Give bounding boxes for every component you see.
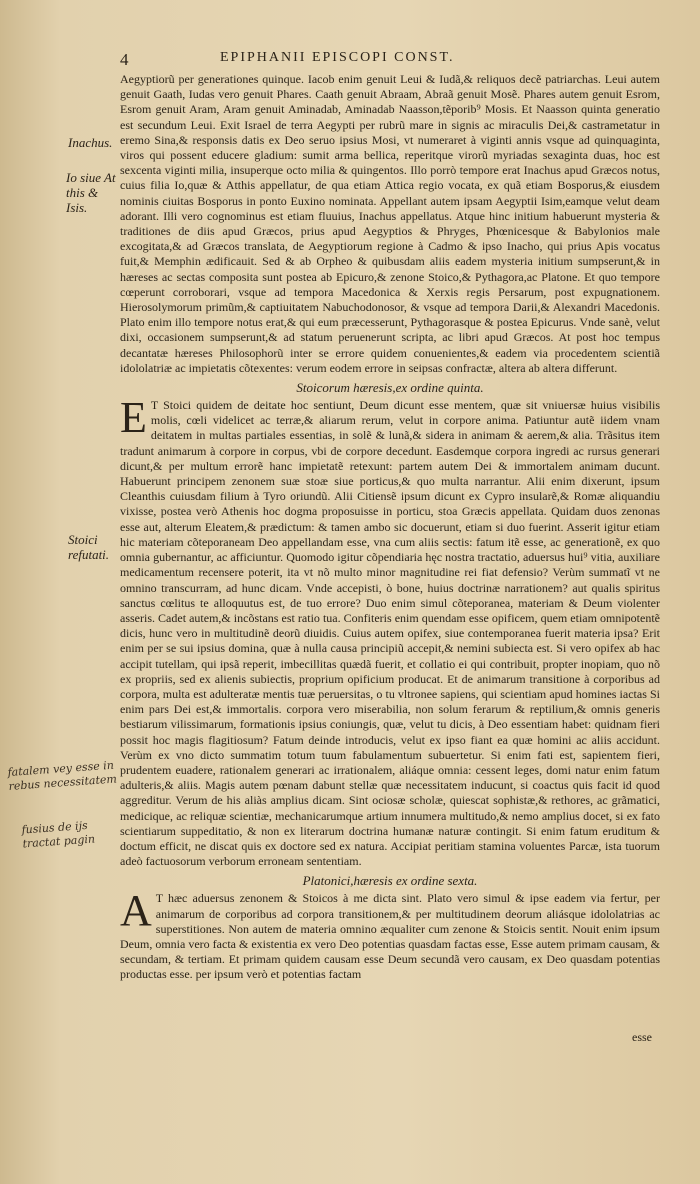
margin-note-stoici: Stoici refutati.: [68, 532, 110, 562]
section-heading-platonists: Platonici,hæresis ex ordine sexta.: [302, 873, 478, 889]
paragraph-platonists-text: T hæc aduersus zenonem & Stoicos à me dicta sint. Plato vero simul & ipse eadem via fertur, per animarum de corporibus ad corpora transitionem,& per multitudinem deorum aliásque idololatrias ac superstitiones. Non autem de materia omnino æqualiter cum zenone & Stoicis sentit. Nouit enim ipsum Deum, omnia vero facta & existentia ex vero Deo potentias quasdam factas esse, Esse autem primam causam, & secundam, & tertiam. Et primam quidem causam esse Deum secundã vero causam, ex Deo quasdam potentias productas esse. per ipsum verò et potentias factam: [120, 891, 660, 982]
running-title: EPIPHANII EPISCOPI CONST.: [220, 50, 455, 65]
section-heading-stoics: Stoicorum hæresis,ex ordine quinta.: [296, 380, 484, 396]
drop-cap-a: A: [120, 886, 152, 936]
paragraph-genealogy: Aegyptiorũ per generationes quinque. Iacob enim genuit Leui & Iudã,& reliquos decẽ patriarchas. Leui autem genuit Gaath, Iudas vero genuit Phares. Caath genuit Abraam, Abraã genuit Mosẽ. Phares autem genuit Esrom, Esrom genuit Aram, Aram genuit Aminadab, Aminadab Naasson,tẽporib⁹ Mosis. Et Naasson quinta generatio est secundum Leui. Exit Israel de terra Aegypti per rubrũ mare in signis ac miraculis Dei,& castrametatur in eremo Sina,& responsis datis ex Deo seruo ipsius Mosi, vt numeraret à viginti annis vsque ad quinquaginta, viros qui possent educere gladium: sumit arma bellica, reperitque virorũ myriadas sexaginta duas, hoc est sexcenta viginti milia, insuperque octo milia & quingentos. Illo porrò tempore erat Inachus apud Græcos notus, cuius filia Io,quæ & Atthis appellatur, de qua etiam Attica regio vocata, ex quã etiam Bosporus,& eiusdem nominis ciuitas Bosporus in ponto Euxino nominata. Appellant autem ipsam Aegyptii Isim,eamque velut deam adorant. Illi vero cognominus est etiam fluuius, Inachus appellatus. Atque hinc initium habuerunt mysteria & traditiones de diis apud Græcos, prius apud Aegyptios & Phryges, Phœnicesque & Babylonios male excogitata,& ad Græcos translata, de Aegyptiorum regione à Cadmo & ipso Inacho, qui prius Apis vocatus fuit,& Memphin ædificauit. Sed & ab Orpheo & quibusdam aliis eadem mysteria initium sumpserunt,& in hæreses ac sectas composita sunt postea ab Epicuro,& zenone Stoico,& Pythagora,ac Platone. Et quo tempore cœperunt corroborari, vsque ad tempora Macedonica & Xerxis regis Persarum, post expugnationem. Hierosolymorum primũm,& captiuitatem Nabuchodonosor, & vsque ad tempora Darii,& Alexandri Macedonis. Plato enim illo tempore notus erat,& qui eum præcesserunt, Pythagorasque & postea Epicurus. Vnde sanè, velut dixi, occasionem sumpserunt,& ad statum peruenerunt scripta, ac libri apud Græcos. At post hoc tempus decantatæ hæreses Philosophorũ inter se errore quidem conuenientes,& eadem via procedentem scientiã idololatriæ ac impietatis cõtexentes: verum eodem errore in seipsas confractæ, altera ab altera differunt.: [120, 72, 660, 375]
handwritten-note-fusius: fusius de ijs tractat pagin: [21, 818, 96, 851]
paragraph-platonists: [120, 886, 660, 982]
page-number: 4: [120, 50, 130, 69]
drop-cap-e: E: [120, 393, 147, 443]
paragraph-stoics-text: T Stoici quidem de deitate hoc sentiunt, Deum dicunt esse mentem, quæ sit vniuersæ huius visibilis molis, cœli videlicet ac terræ,& aliarum rerum, velut in corpore anima. Patiuntur autẽ iidem vnam deitatem in multas partiales essentias, in solẽ & lunã,& sidera in animam & aerem,& alia. Trãsitus item tradunt animarum à corpore in corpus, vbi de corpore decedunt. Easdemque corpora ingredi ac rursus generari dicunt,& per multum errorẽ hanc impietatẽ retexunt: partem autem Dei & immortalem animam ducunt. Habuerunt principem zenonem suæ stoæ siue porticus,& quo multa narrantur. Alii enim dixerunt, ipsum Cleanthis cuiusdam filium à Tyro oriundũ. Alii Citiensẽ ipsum dicunt ex Cypro insularẽ,& Romæ aliquandiu vixisse, postea verò Athenis hoc dogma proposuisse in porticu, stoa Græcis appellata. Quidam duos zenonas esse aut, alterum Eleatem,& prædictum: & tamen ambo sic docuerunt, etiam si duo fuerint. Asserit igitur etiam hic materiam cõteporaneam Deo appellandam esse, vna cum aliis sectis: fatum itẽ esse, ac generationẽ, ex quo omnia gubernantur, ac afficiuntur. Quomodo igitur cõpendiaria hęc nostra tractatio, aduersus hui⁹ vitia, auxiliare medicamentum recensere poterit, ita vt nõ multo minor magnitudine rei fiat defensio? Verùm summatĩ vt ne omnino transcurram, ad hunc dicam. Vnde accepisti, ò bone, huius doctrinæ narrationem? aut qualis spiritus sanctus cœlitus te alloquutus est, de tuo errore? Duo enim simul cõteporanea, materiam & Deum violenter asseris. Cadet autem,& incõstans est ratio tua. Confiteris enim quendam esse opificem, quem etiam omnipotentẽ dicis, hunc vero in multitudinẽ deorũ diuidis. Cuius autem opifex, siue contemporanea fuerit materia ipsa? Erit enim per se sui ipsius domina, quæ à nulla causa principiũ accepit,& nemini subiecta est. Si vero opifex ab hac accipit tutellam, qui ipsã reperit, imbecillitas quædã fuerit, et collatio ei qui contribuit, propter inopiam, quo nõ ex propriis, sed ex alienis subiectis, proprium opificium producat. Et de animarum transitione à corporibus ad corpora, multa est adulteratæ mentis tuæ peruersitas, o tu vltronee sapiens, qui scientiam apud homines iactas Si enim pars Dei est,& immortalis. corpora vero miserabilia, non solum ferarum & reptilium,& omnis generis bestiarum vilissimarum, formationis ipsius coniungis, quæ, velut tu dicis, à Deo essentiam habet: quidnam fieri possit hoc magis flagitiosum? Fatum deinde introducis, velut ex ipso fiant ea quæ homini ac aliis accidunt. Verùm ex vno dicto summatim totum tuum fabulamentum subuertetur. Si enim fati est, sapientem fieri, prudentem euadere, rationalem generari ac irrationalem, aliáque omnia: cessent leges, domi natur enim fatum adulteris,& aliis. Magis autem pœnam dabunt stellæ quæ necessitatem inducunt, si coactus quis facit id quod aggreditur. Verum de his aliàs amplius dicam. Sint ociosæ scholæ, quiescat sophistæ,& rethores, ac grãmatici, medicique, ac reliquæ scientiæ, mechanicarumque artium innumera multitudo,& nemo amplius docet, si ex fato scientiarum suppeditatio, & non ex literarum doctrina humanæ naturæ contingit. Si enim fatum eruditum & doctum efficit, ne discat quis ex doctore sed ex natura. Accipiat peritiam stamina voluentes Parcæ, ista tuorum adeò factuosorum verborum erroneam sententiam.: [120, 398, 660, 869]
margin-note-inachus: Inachus.: [68, 135, 113, 150]
catchword: esse: [632, 1030, 652, 1044]
margin-note-io: Io siue At this & Isis.: [66, 170, 116, 215]
main-text: [120, 72, 660, 983]
page-header: [120, 50, 660, 70]
handwritten-note-fatalem: fatalem vey esse in rebus necessitatem: [7, 758, 118, 793]
paragraph-stoics: [120, 393, 660, 869]
